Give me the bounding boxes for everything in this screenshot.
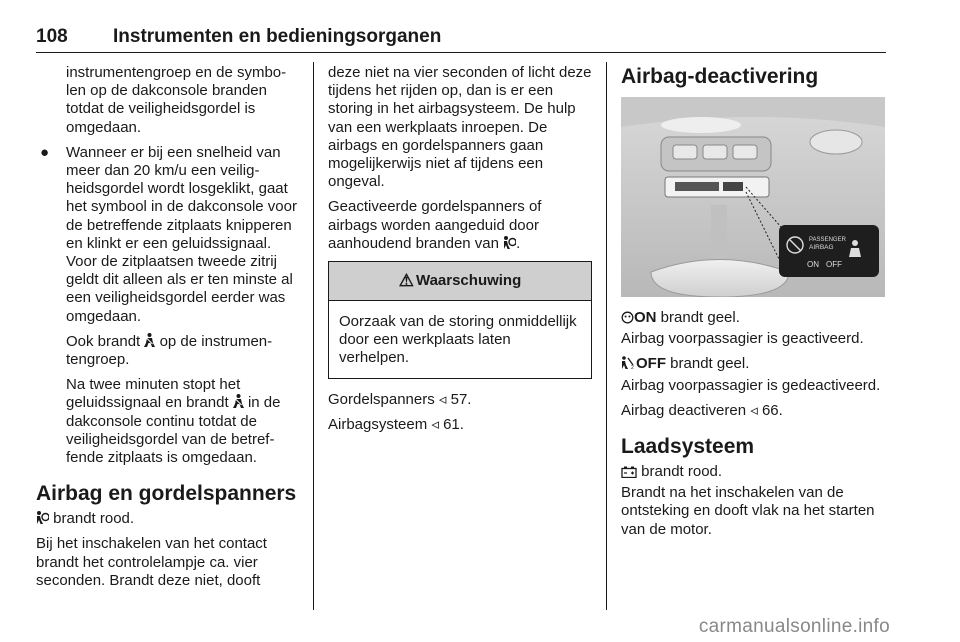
page-ref: 66. [761,401,783,419]
overhead-console-illustration [621,97,885,297]
airbag-warning-icon [36,511,49,525]
text: . [516,234,521,252]
column-divider [606,62,607,610]
column-divider [313,62,314,610]
airbag-on-icon [621,311,634,324]
paragraph: deze niet na vier seconden of licht deze tijdens het rijden op, dan is er een storing in het airbagsysteem. De hulp van een werkplaats inroepen. De airbags en gordelspanners gaan mogelijkerwijs niet af tijdens een ongeval. [328,64,592,191]
paragraph [36,510,298,528]
paragraph [328,198,592,253]
text: Geactiveerde gordelspanners of airbags worden aangeduid door aanhoudend branden van [328,198,542,252]
seatbelt-reminder-icon [144,333,155,348]
text: op de instrumentengroep. [66,332,273,369]
text: Airbag deactiveren [621,401,747,419]
cross-reference [328,416,592,434]
seatbelt-reminder-icon [233,394,244,409]
warning-title: Waarschuwing [415,271,522,289]
paragraph [36,333,298,369]
cross-reference [328,391,592,409]
warning-triangle-icon: ⚠ [398,270,414,290]
figure-label-passenger: PASSENGER [809,237,846,243]
paragraph: Brandt na het inschakelen van de ontsteking en dooft vlak na het starten van de motor. [621,484,875,538]
paragraph [621,463,887,481]
off-state-label: OFF [636,355,666,373]
figure-label-off: OFF [826,260,842,269]
paragraph: Airbag voorpassagier is geactiveerd. [621,330,864,348]
text: Airbagsysteem [328,415,428,433]
section-heading: Airbag en gordelspanners [36,482,297,506]
paragraph: instrumentengroep en de symbolen op de dakconsole branden totdat de veiligheidsgordel is omgedaan. [66,64,287,136]
paragraph [621,309,887,327]
warning-header [329,262,591,301]
column-3 [621,64,887,546]
warning-box [328,261,592,379]
cross-reference [621,402,887,420]
text: brandt geel. [670,355,750,373]
bullet-mark: ● [40,143,50,161]
page-ref-arrow-icon: ◃ [431,415,439,433]
text: brandt rood. [641,463,723,481]
paragraph: Airbag voorpassagier is gedeactiveerd. [621,376,881,394]
page-ref: 57. [450,390,472,408]
text: brandt geel. [660,309,740,326]
text: Ook brandt [66,332,141,350]
page-ref: 61. [443,415,464,433]
column-1 [36,64,298,597]
page-ref-arrow-icon: ◃ [750,401,758,419]
page-ref-arrow-icon: ◃ [438,390,447,408]
paragraph [36,376,298,467]
page-number: 108 [36,26,68,47]
figure-label-on: ON [807,260,819,269]
svg-text:2: 2 [631,365,634,371]
figure-label-airbag: AIRBAG [809,244,834,251]
column-2 [328,64,592,441]
battery-icon [621,466,637,478]
bullet-text: Wanneer er bij een snelheid van meer dan 20 km/u een veiligheidsgordel wordt losgeklikt, gaat het symbool in de dakconsole voor de betreffende zitplaats knipperen en klinkt er een geluidssignaal. Voor de zitplaatsen tweede zitrij geldt dit alleen als er ten minste al een veiligheidsgordel eerder was omgedaan. [66,143,297,325]
warning-text: Oorzaak van de storing onmiddellijk door een werkplaats laten verhelpen. [339,313,577,367]
footer-watermark: carmanualsonline.info [698,616,890,637]
text: Gordelspanners [328,390,435,408]
airbag-warning-icon [503,236,516,250]
paragraph: Bij het inschakelen van het contact brandt het controlelampje ca. vier seconden. Brandt deze niet, dooft [36,535,267,589]
section-heading: Laadsysteem [621,435,755,459]
text: brandt rood. [53,510,135,528]
running-title: Instrumenten en bedieningsorganen [113,26,442,47]
paragraph [621,355,887,373]
on-state-label: ON [634,309,657,326]
text: Na twee minuten stopt het geluidssignaal en brandt [66,376,241,412]
section-heading: Airbag-deactivering [621,65,819,88]
airbag-off-icon [621,356,636,370]
text: in de dakconsole continu totdat de veiligheidsgordel van de betreffende zitplaats is omgedaan. [66,394,281,467]
page-header [36,24,886,53]
bullet-item [36,144,298,326]
